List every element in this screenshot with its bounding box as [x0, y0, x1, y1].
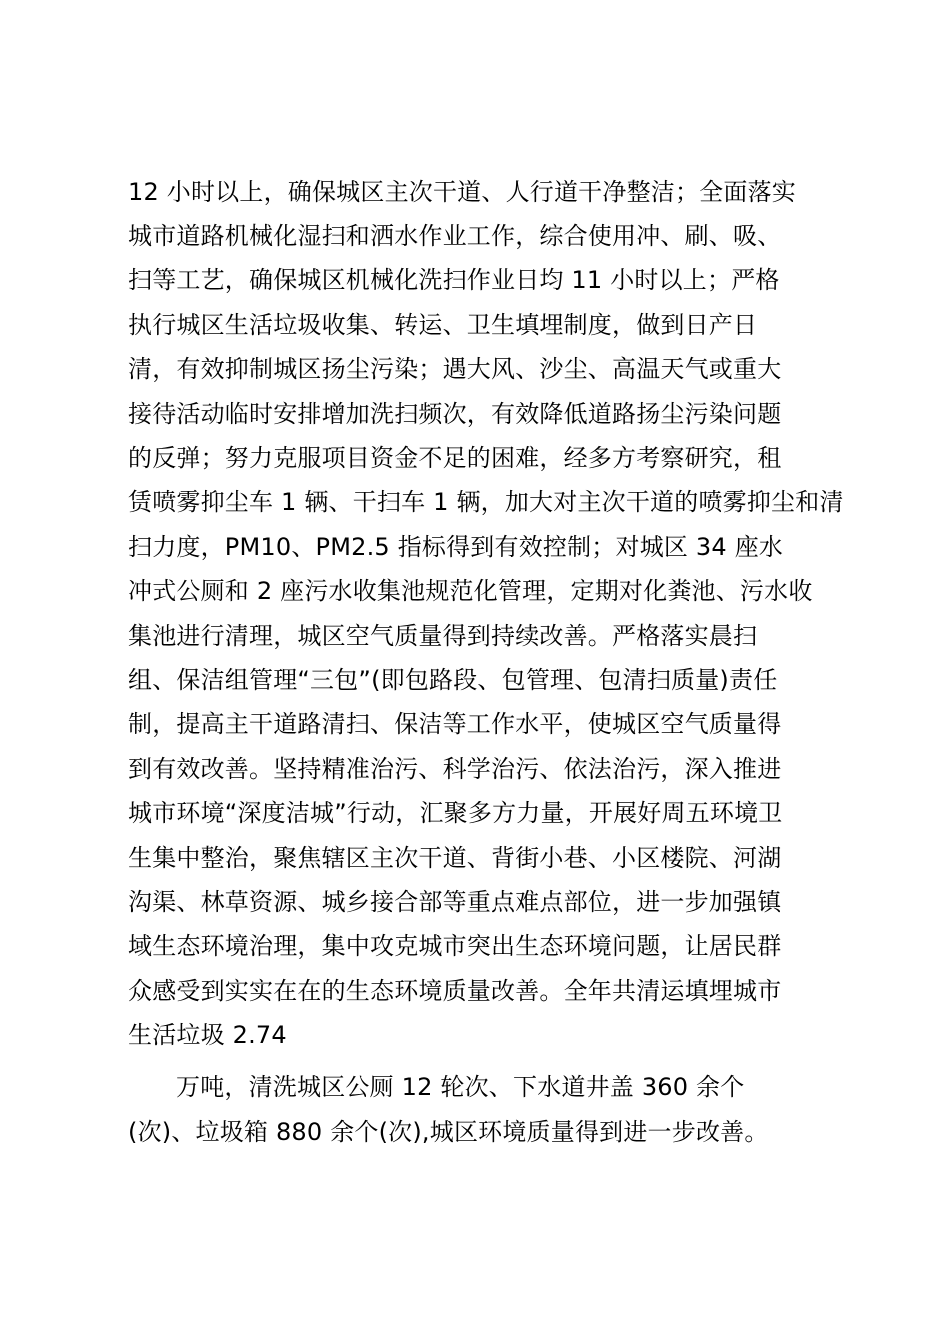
paragraph-line: 冲式公厕和 2 座污水收集池规范化管理，定期对化粪池、污水收 [128, 577, 813, 605]
paragraph-line: 到有效改善。坚持精准治污、科学治污、依法治污，深入推进 [128, 755, 782, 783]
paragraph-line: 生活垃圾 2.74 [128, 1021, 287, 1049]
paragraph-line: 制，提高主干道路清扫、保洁等工作水平，使城区空气质量得 [128, 710, 782, 738]
paragraph-line: 城市环境“深度洁城”行动，汇聚多方力量，开展好周五环境卫 [128, 799, 783, 827]
paragraph-line: 扫力度，PM10、PM2.5 指标得到有效控制；对城区 34 座水 [128, 533, 784, 561]
paragraph-line: (次)、垃圾箱 880 余个(次),城区环境质量得到进一步改善。 [128, 1118, 769, 1146]
paragraph-line: 域生态环境治理，集中攻克城市突出生态环境问题，让居民群 [128, 932, 782, 960]
paragraph-line: 众感受到实实在在的生态环境质量改善。全年共清运填埋城市 [128, 977, 782, 1005]
paragraph-line: 扫等工艺，确保城区机械化洗扫作业日均 11 小时以上；严格 [128, 266, 780, 294]
paragraph-line: 12 小时以上，确保城区主次干道、人行道干净整洁；全面落实 [128, 178, 796, 206]
paragraph-line: 生集中整治，聚焦辖区主次干道、背街小巷、小区楼院、河湖 [128, 844, 782, 872]
paragraph-line: 接待活动临时安排增加洗扫频次，有效降低道路扬尘污染问题 [128, 400, 782, 428]
paragraph-line: 沟渠、林草资源、城乡接合部等重点难点部位，进一步加强镇 [128, 888, 782, 916]
paragraph-line: 赁喷雾抑尘车 1 辆、干扫车 1 辆，加大对主次干道的喷雾抑尘和清 [128, 488, 844, 516]
paragraph-line: 的反弹；努力克服项目资金不足的困难，经多方考察研究，租 [128, 444, 782, 472]
paragraph-line: 集池进行清理，城区空气质量得到持续改善。严格落实晨扫 [128, 622, 758, 650]
paragraph-line: 万吨，清洗城区公厕 12 轮次、下水道井盖 360 余个 [176, 1073, 745, 1101]
paragraph-line: 组、保洁组管理“三包”(即包路段、包管理、包清扫质量)责任 [128, 666, 778, 694]
paragraph-line: 清，有效抑制城区扬尘污染；遇大风、沙尘、高温天气或重大 [128, 355, 782, 383]
paragraph-line: 城市道路机械化湿扫和洒水作业工作，综合使用冲、刷、吸、 [128, 222, 782, 250]
paragraph-line: 执行城区生活垃圾收集、转运、卫生填埋制度，做到日产日 [128, 311, 758, 339]
